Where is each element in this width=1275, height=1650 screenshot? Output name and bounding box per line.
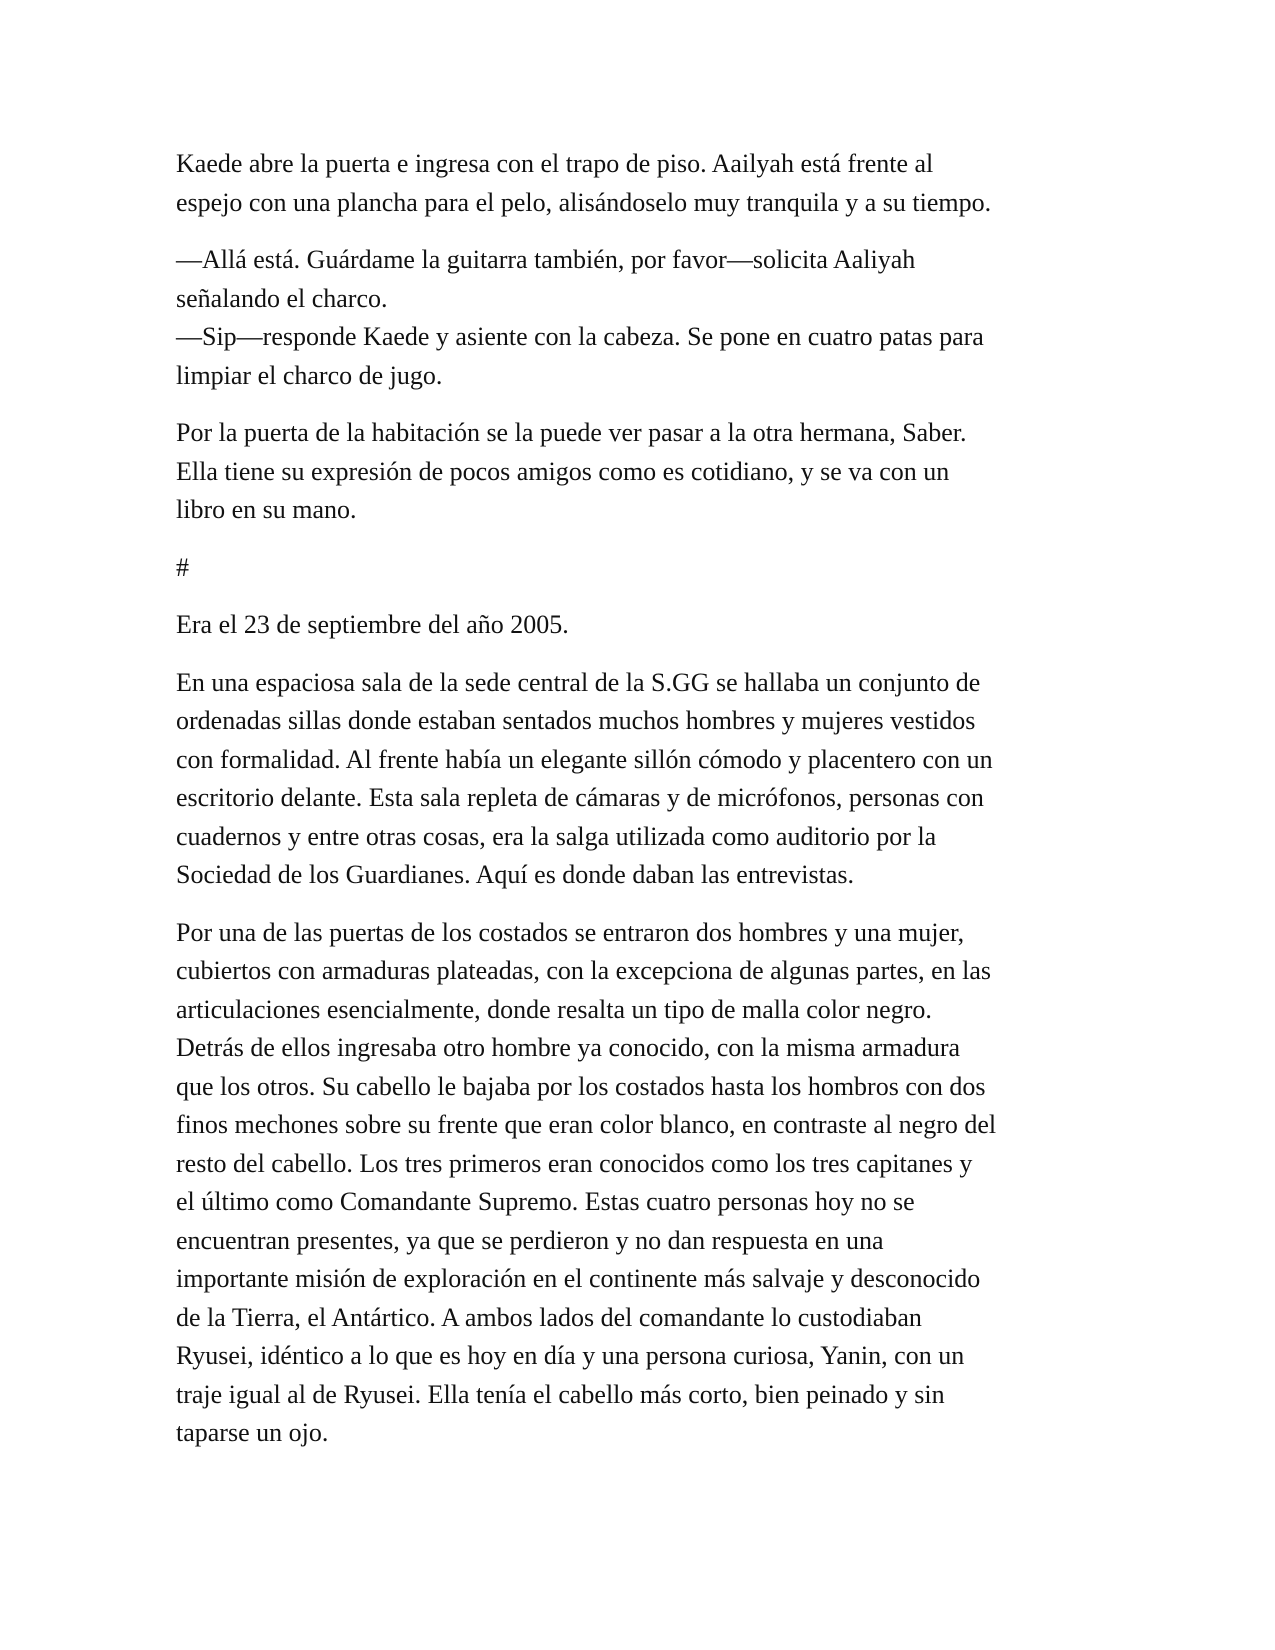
text-line: espejo con una plancha para el pelo, alisándoselo muy tranquila y a su tiempo. xyxy=(176,187,992,217)
text-line: —Allá está. Guárdame la guitarra también, por favor—solicita Aaliyah xyxy=(176,245,916,274)
text-line: Era el 23 de septiembre del año 2005. xyxy=(176,610,569,639)
text-line: taparse un ojo. xyxy=(176,1418,329,1447)
paragraph xyxy=(176,914,1101,1453)
scene-break xyxy=(176,549,1101,588)
text-line: señalando el charco. xyxy=(176,283,388,313)
text-line: En una espaciosa sala de la sede central de la S.GG se hallaba un conjunto de xyxy=(176,667,981,697)
text-line: Sociedad de los Guardianes. Aquí es donde daban las entrevistas. xyxy=(176,860,854,889)
text-line: libro en su mano. xyxy=(176,495,357,524)
text-line: articulaciones esencialmente, donde resalta un tipo de malla color negro. xyxy=(176,994,932,1024)
text-line: traje igual al de Ryusei. Ella tenía el cabello más corto, bien peinado y sin xyxy=(176,1379,945,1409)
text-line: Por la puerta de la habitación se la puede ver pasar a la otra hermana, Saber. xyxy=(176,418,967,447)
text-line: el último como Comandante Supremo. Estas cuatro personas hoy no se xyxy=(176,1187,915,1216)
paragraph xyxy=(176,664,1101,895)
text-line: encuentran presentes, ya que se perdieron y no dan respuesta en una xyxy=(176,1225,884,1255)
text-line: —Sip—responde Kaede y asiente con la cabeza. Se pone en cuatro patas para xyxy=(176,322,984,351)
text-line: que los otros. Su cabello le bajaba por los costados hasta los hombros con dos xyxy=(176,1071,986,1101)
document-body xyxy=(176,145,1101,1472)
text-line: finos mechones sobre su frente que eran color blanco, en contraste al negro del xyxy=(176,1110,997,1139)
text-line: Ryusei, idéntico a lo que es hoy en día y una persona curiosa, Yanin, con un xyxy=(176,1341,965,1370)
text-line: con formalidad. Al frente había un elegante sillón cómodo y placentero con un xyxy=(176,744,993,774)
text-line: ordenadas sillas donde estaban sentados muchos hombres y mujeres vestidos xyxy=(176,706,976,735)
text-line: cubiertos con armaduras plateadas, con la excepciona de algunas partes, en las xyxy=(176,956,992,985)
text-line: escritorio delante. Esta sala repleta de cámaras y de micrófonos, personas con xyxy=(176,783,984,812)
paragraph xyxy=(176,414,1101,530)
text-line: Por una de las puertas de los costados se entraron dos hombres y una mujer, xyxy=(176,917,965,947)
text-line: Ella tiene su expresión de pocos amigos como es cotidiano, y se va con un xyxy=(176,456,950,486)
paragraph xyxy=(176,606,1101,645)
text-line: resto del cabello. Los tres primeros eran conocidos como los tres capitanes y xyxy=(176,1148,973,1178)
text-line: de la Tierra, el Antártico. A ambos lados del comandante lo custodiaban xyxy=(176,1302,922,1332)
dialogue-paragraph xyxy=(176,241,1101,395)
paragraph xyxy=(176,145,1101,222)
text-line: limpiar el charco de jugo. xyxy=(176,360,443,390)
scene-break-marker: # xyxy=(176,552,189,582)
text-line: Detrás de ellos ingresaba otro hombre ya conocido, con la misma armadura xyxy=(176,1033,961,1062)
text-line: Kaede abre la puerta e ingresa con el trapo de piso. Aailyah está frente al xyxy=(176,149,934,178)
text-line: cuadernos y entre otras cosas, era la salga utilizada como auditorio por la xyxy=(176,821,937,851)
text-line: importante misión de exploración en el continente más salvaje y desconocido xyxy=(176,1264,981,1293)
